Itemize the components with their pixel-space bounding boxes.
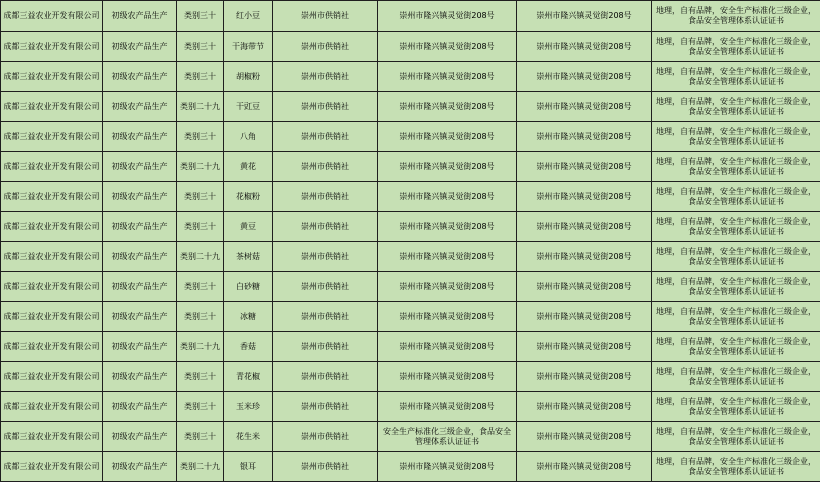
table-row <box>1 152 820 182</box>
supplier-cell[interactable]: 崇州市供销社 <box>273 152 378 182</box>
certification-cell[interactable]: 地理，自有品牌，安全生产标准化三级企业，食品安全管理体系认证证书 <box>652 272 820 302</box>
product-cell[interactable]: 香菇 <box>224 332 273 362</box>
supplier-cell[interactable]: 崇州市供销社 <box>273 32 378 62</box>
certification-cell[interactable]: 地理，自有品牌，安全生产标准化三级企业，食品安全管理体系认证证书 <box>652 122 820 152</box>
product-cell[interactable]: 花椒粉 <box>224 182 273 212</box>
category-cell[interactable]: 类别三十 <box>177 1 224 32</box>
certification-cell[interactable]: 地理，自有品牌，安全生产标准化三级企业，食品安全管理体系认证证书 <box>652 452 820 482</box>
address-cell[interactable]: 崇州市隆兴镇灵觉街208号 <box>378 92 517 122</box>
address-cell[interactable]: 崇州市隆兴镇灵觉街208号 <box>517 152 652 182</box>
address-cell[interactable]: 崇州市隆兴镇灵觉街208号 <box>378 332 517 362</box>
address-cell[interactable]: 崇州市隆兴镇灵觉街208号 <box>517 392 652 422</box>
address-cell[interactable]: 崇州市隆兴镇灵觉街208号 <box>378 392 517 422</box>
address-cell[interactable]: 崇州市隆兴镇灵觉街208号 <box>378 152 517 182</box>
address-cell[interactable]: 崇州市隆兴镇灵觉街208号 <box>517 182 652 212</box>
address-cell[interactable]: 崇州市隆兴镇灵觉街208号 <box>517 1 652 32</box>
company-cell[interactable]: 成都三益农业开发有限公司 <box>1 452 103 482</box>
category-cell[interactable]: 类别三十 <box>177 212 224 242</box>
address-cell[interactable]: 崇州市隆兴镇灵觉街208号 <box>378 1 517 32</box>
product-cell[interactable]: 银耳 <box>224 452 273 482</box>
address-cell[interactable]: 崇州市隆兴镇灵觉街208号 <box>517 242 652 272</box>
supplier-cell[interactable]: 崇州市供销社 <box>273 452 378 482</box>
address-cell[interactable]: 崇州市隆兴镇灵觉街208号 <box>378 32 517 62</box>
business-type-cell[interactable]: 初级农产品生产 <box>103 182 177 212</box>
supplier-cell[interactable]: 崇州市供销社 <box>273 62 378 92</box>
category-cell[interactable]: 类别二十九 <box>177 152 224 182</box>
company-cell[interactable]: 成都三益农业开发有限公司 <box>1 242 103 272</box>
address-cell[interactable]: 崇州市隆兴镇灵觉街208号 <box>517 122 652 152</box>
product-cell[interactable]: 黄花 <box>224 152 273 182</box>
product-cell[interactable]: 青花椒 <box>224 362 273 392</box>
category-cell[interactable]: 类别三十 <box>177 62 224 92</box>
address-cell[interactable]: 崇州市隆兴镇灵觉街208号 <box>517 62 652 92</box>
business-type-cell[interactable]: 初级农产品生产 <box>103 422 177 452</box>
company-cell[interactable]: 成都三益农业开发有限公司 <box>1 152 103 182</box>
category-cell[interactable]: 类别二十九 <box>177 332 224 362</box>
table-row <box>1 92 820 122</box>
category-cell[interactable]: 类别三十 <box>177 362 224 392</box>
category-cell[interactable]: 类别二十九 <box>177 242 224 272</box>
supplier-cell[interactable]: 崇州市供销社 <box>273 92 378 122</box>
category-cell[interactable]: 类别三十 <box>177 422 224 452</box>
company-cell[interactable]: 成都三益农业开发有限公司 <box>1 392 103 422</box>
supplier-cell[interactable]: 崇州市供销社 <box>273 332 378 362</box>
address-cell[interactable]: 崇州市隆兴镇灵觉街208号 <box>517 272 652 302</box>
table-row <box>1 422 820 452</box>
certification-cell[interactable]: 地理，自有品牌，安全生产标准化三级企业，食品安全管理体系认证证书 <box>652 302 820 332</box>
business-type-cell[interactable]: 初级农产品生产 <box>103 272 177 302</box>
table-row <box>1 332 820 362</box>
certification-cell[interactable]: 地理，自有品牌，安全生产标准化三级企业，食品安全管理体系认证证书 <box>652 92 820 122</box>
product-cell[interactable]: 八角 <box>224 122 273 152</box>
certification-cell[interactable]: 地理，自有品牌，安全生产标准化三级企业，食品安全管理体系认证证书 <box>652 392 820 422</box>
company-cell[interactable]: 成都三益农业开发有限公司 <box>1 362 103 392</box>
company-cell[interactable]: 成都三益农业开发有限公司 <box>1 422 103 452</box>
business-type-cell[interactable]: 初级农产品生产 <box>103 62 177 92</box>
address-cell[interactable]: 崇州市隆兴镇灵觉街208号 <box>517 212 652 242</box>
table-row <box>1 242 820 272</box>
address-cell[interactable]: 崇州市隆兴镇灵觉街208号 <box>517 332 652 362</box>
business-type-cell[interactable]: 初级农产品生产 <box>103 92 177 122</box>
supplier-cell[interactable]: 崇州市供销社 <box>273 242 378 272</box>
supplier-cell[interactable]: 崇州市供销社 <box>273 422 378 452</box>
company-cell[interactable]: 成都三益农业开发有限公司 <box>1 332 103 362</box>
company-cell[interactable]: 成都三益农业开发有限公司 <box>1 1 103 32</box>
table-row <box>1 1 820 32</box>
category-cell[interactable]: 类别二十九 <box>177 452 224 482</box>
category-cell[interactable]: 类别三十 <box>177 122 224 152</box>
address-cell[interactable]: 崇州市隆兴镇灵觉街208号 <box>378 452 517 482</box>
product-cell[interactable]: 白砂糖 <box>224 272 273 302</box>
certification-cell[interactable]: 地理，自有品牌，安全生产标准化三级企业，食品安全管理体系认证证书 <box>652 1 820 32</box>
table-row <box>1 62 820 92</box>
product-cell[interactable]: 干豇豆 <box>224 92 273 122</box>
business-type-cell[interactable]: 初级农产品生产 <box>103 452 177 482</box>
table-row <box>1 212 820 242</box>
address-cell[interactable]: 崇州市隆兴镇灵觉街208号 <box>378 122 517 152</box>
business-type-cell[interactable]: 初级农产品生产 <box>103 152 177 182</box>
supplier-cell[interactable]: 崇州市供销社 <box>273 122 378 152</box>
certification-cell[interactable]: 地理，自有品牌，安全生产标准化三级企业，食品安全管理体系认证证书 <box>652 62 820 92</box>
product-cell[interactable]: 红小豆 <box>224 1 273 32</box>
supplier-cell[interactable]: 崇州市供销社 <box>273 272 378 302</box>
product-cell[interactable]: 茶树菇 <box>224 242 273 272</box>
company-cell[interactable]: 成都三益农业开发有限公司 <box>1 122 103 152</box>
company-cell[interactable]: 成都三益农业开发有限公司 <box>1 32 103 62</box>
supplier-cell[interactable]: 崇州市供销社 <box>273 392 378 422</box>
certification-cell[interactable]: 地理，自有品牌，安全生产标准化三级企业，食品安全管理体系认证证书 <box>652 362 820 392</box>
address-cell[interactable]: 崇州市隆兴镇灵觉街208号 <box>517 302 652 332</box>
certification-cell[interactable]: 地理，自有品牌，安全生产标准化三级企业，食品安全管理体系认证证书 <box>652 332 820 362</box>
category-cell[interactable]: 类别三十 <box>177 272 224 302</box>
address-cell[interactable]: 崇州市隆兴镇灵觉街208号 <box>378 302 517 332</box>
product-cell[interactable]: 黄豆 <box>224 212 273 242</box>
category-cell[interactable]: 类别二十九 <box>177 92 224 122</box>
certification-cell[interactable]: 地理，自有品牌，安全生产标准化三级企业，食品安全管理体系认证证书 <box>652 212 820 242</box>
address-cell[interactable]: 崇州市隆兴镇灵觉街208号 <box>378 62 517 92</box>
business-type-cell[interactable]: 初级农产品生产 <box>103 242 177 272</box>
table-row <box>1 362 820 392</box>
address-cell[interactable]: 崇州市隆兴镇灵觉街208号 <box>378 362 517 392</box>
product-cell[interactable]: 玉米珍 <box>224 392 273 422</box>
address-cell[interactable]: 崇州市隆兴镇灵觉街208号 <box>517 422 652 452</box>
table-row <box>1 182 820 212</box>
table-body <box>1 1 820 482</box>
business-type-cell[interactable]: 初级农产品生产 <box>103 32 177 62</box>
table-row <box>1 452 820 482</box>
address-cell[interactable]: 崇州市隆兴镇灵觉街208号 <box>517 362 652 392</box>
category-cell[interactable]: 类别三十 <box>177 392 224 422</box>
address-cell[interactable]: 安全生产标准化三级企业，食品安全管理体系认证证书 <box>378 422 517 452</box>
address-cell[interactable]: 崇州市隆兴镇灵觉街208号 <box>378 242 517 272</box>
table-row <box>1 392 820 422</box>
category-cell[interactable]: 类别三十 <box>177 302 224 332</box>
table-row <box>1 32 820 62</box>
address-cell[interactable]: 崇州市隆兴镇灵觉街208号 <box>378 212 517 242</box>
address-cell[interactable]: 崇州市隆兴镇灵觉街208号 <box>517 452 652 482</box>
company-cell[interactable]: 成都三益农业开发有限公司 <box>1 92 103 122</box>
business-type-cell[interactable]: 初级农产品生产 <box>103 362 177 392</box>
supplier-cell[interactable]: 崇州市供销社 <box>273 362 378 392</box>
business-type-cell[interactable]: 初级农产品生产 <box>103 1 177 32</box>
business-type-cell[interactable]: 初级农产品生产 <box>103 122 177 152</box>
business-type-cell[interactable]: 初级农产品生产 <box>103 392 177 422</box>
address-cell[interactable]: 崇州市隆兴镇灵觉街208号 <box>517 92 652 122</box>
supplier-cell[interactable]: 崇州市供销社 <box>273 302 378 332</box>
table-row <box>1 302 820 332</box>
certification-cell[interactable]: 地理，自有品牌，安全生产标准化三级企业，食品安全管理体系认证证书 <box>652 182 820 212</box>
company-cell[interactable]: 成都三益农业开发有限公司 <box>1 272 103 302</box>
business-type-cell[interactable]: 初级农产品生产 <box>103 212 177 242</box>
supplier-cell[interactable]: 崇州市供销社 <box>273 1 378 32</box>
product-cell[interactable]: 花生米 <box>224 422 273 452</box>
address-cell[interactable]: 崇州市隆兴镇灵觉街208号 <box>378 182 517 212</box>
address-cell[interactable]: 崇州市隆兴镇灵觉街208号 <box>517 32 652 62</box>
business-type-cell[interactable]: 初级农产品生产 <box>103 302 177 332</box>
certification-cell[interactable]: 地理，自有品牌，安全生产标准化三级企业，食品安全管理体系认证证书 <box>652 32 820 62</box>
certification-cell[interactable]: 地理，自有品牌，安全生产标准化三级企业，食品安全管理体系认证证书 <box>652 422 820 452</box>
category-cell[interactable]: 类别三十 <box>177 182 224 212</box>
product-cell[interactable]: 干海带节 <box>224 32 273 62</box>
company-cell[interactable]: 成都三益农业开发有限公司 <box>1 182 103 212</box>
product-cell[interactable]: 胡椒粉 <box>224 62 273 92</box>
company-cell[interactable]: 成都三益农业开发有限公司 <box>1 302 103 332</box>
certification-cell[interactable]: 地理，自有品牌，安全生产标准化三级企业，食品安全管理体系认证证书 <box>652 242 820 272</box>
company-cell[interactable]: 成都三益农业开发有限公司 <box>1 212 103 242</box>
supplier-cell[interactable]: 崇州市供销社 <box>273 212 378 242</box>
category-cell[interactable]: 类别三十 <box>177 32 224 62</box>
address-cell[interactable]: 崇州市隆兴镇灵觉街208号 <box>378 272 517 302</box>
certification-cell[interactable]: 地理，自有品牌，安全生产标准化三级企业，食品安全管理体系认证证书 <box>652 152 820 182</box>
supplier-cell[interactable]: 崇州市供销社 <box>273 182 378 212</box>
business-type-cell[interactable]: 初级农产品生产 <box>103 332 177 362</box>
table-row <box>1 122 820 152</box>
company-cell[interactable]: 成都三益农业开发有限公司 <box>1 62 103 92</box>
product-cell[interactable]: 冰糖 <box>224 302 273 332</box>
table-row <box>1 272 820 302</box>
